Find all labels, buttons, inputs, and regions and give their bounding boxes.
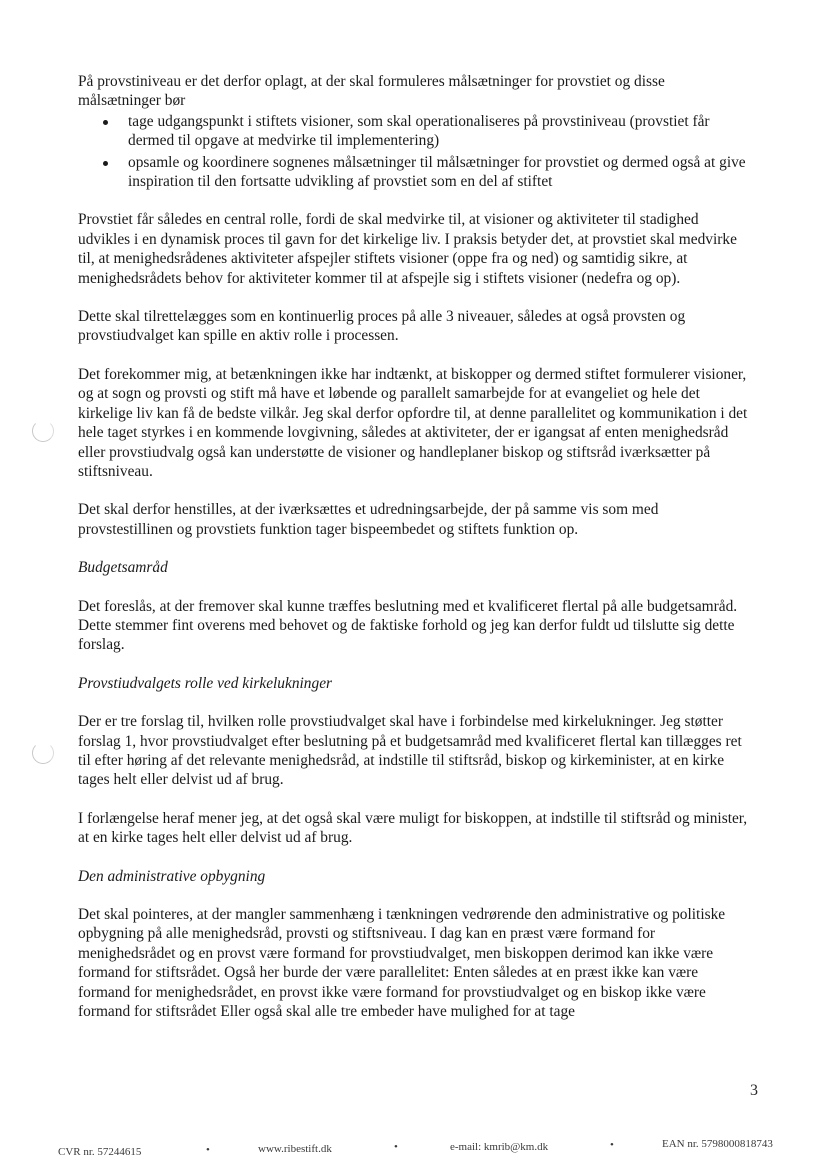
body-paragraph: Dette skal tilrettelægges som en kontinuerlig proces på alle 3 niveauer, således at også provsten og provstiudvalget kan spille en aktiv rolle i processen. — [78, 308, 686, 345]
section-heading-kirkelukninger: Provstiudvalgets rolle ved kirkelukninger — [78, 674, 333, 692]
intro-paragraph: På provstiniveau er det derfor oplagt, at der skal formuleres målsætninger for provstiet og disse målsætninger bør — [78, 73, 665, 110]
body-paragraph: Der er tre forslag til, hvilken rolle provstiudvalget skal have i forbindelse med kirkelukninger. Jeg støtter forslag 1, hvor provstiudvalget efter beslutning på et budgetsamråd med kvalificeret flertal kan tillægges ret til efter høring af det relevante menighedsråd, at indstille til stiftsråd, biskop og kirkeminister, at en kirke tages helt eller delvist ud af brug. — [78, 713, 742, 789]
page-number: 3 — [750, 1082, 758, 1099]
footer-email: e-mail: kmrib@km.dk — [450, 1141, 549, 1153]
letterhead-footer — [0, 1138, 827, 1162]
body-paragraph: I forlængelse heraf mener jeg, at det også skal være muligt for biskoppen, at indstille til stiftsråd og minister, at en kirke tages helt eller delvist ud af brug. — [78, 809, 748, 847]
footer-ean: EAN nr. 5798000818743 — [662, 1138, 773, 1150]
punch-hole-mark — [32, 420, 54, 442]
footer-separator: • — [610, 1139, 614, 1151]
footer-separator: • — [394, 1141, 398, 1153]
footer-cvr: CVR nr. 57244615 — [58, 1146, 142, 1158]
list-item: tage udgangspunkt i stiftets visioner, som skal operationaliseres på provstiniveau (provstiet får dermed til opgave at medvirke til implementering) — [128, 112, 750, 151]
body-paragraph: Det forekommer mig, at betænkningen ikke har indtænkt, at biskopper og dermed stiftet formulerer visioner, og at sogn og provsti og stift må have et løbende og parallelt samarbejde for at evangeliet og hele det kirkelige liv kan få de bedste vilkår. Jeg skal derfor opfordre til, at denne parallelitet og kommunikation i det hele taget styrkes i en kommende lovgivning, således at aktiviteter, der er igangsat af enten menighedsråd eller provstiudvalg også kan understøtte de visioner og handleplaner biskop og stiftsråd iværksætter på stiftsniveau. — [78, 365, 748, 480]
body-paragraph: Det skal derfor henstilles, at der iværksættes et udredningsarbejde, der på samme vis som med provstestillinen og provstiets funktion tager bispeembedet og stiftets funktion op. — [78, 501, 659, 538]
footer-website: www.ribestift.dk — [258, 1143, 332, 1155]
section-heading-administrative-opbygning: Den administrative opbygning — [78, 867, 266, 885]
body-paragraph: Provstiet får således en central rolle, fordi de skal medvirke til, at visioner og aktiviteter til stadighed udvikles i en dynamisk proces til gavn for det kirkelige liv. I praksis betyder det, at provstiet skal medvirke til, at menighedsrådenes aktiviteter afspejler stiftets visioner (oppe fra og ned) og samtidig sikre, at menighedsrådets behov for aktiviteter kommer til at afspejle sig i stiftets visioner (nedefra og op). — [78, 211, 737, 287]
footer-separator: • — [206, 1144, 210, 1156]
section-heading-budgetsamraad: Budgetsamråd — [78, 559, 168, 577]
punch-hole-mark — [32, 742, 54, 764]
body-paragraph: Det skal pointeres, at der mangler sammenhæng i tænkningen vedrørende den administrative og politiske opbygning på alle menighedsråd, provsti og stiftsniveau. I dag kan en præst være formand for menighedsrådet og en provst være formand for provstiudvalget, men biskoppen derimod kan ikke være formand for stiftsrådet. Også her burde der være parallelitet: Enten således at en præst ikke kan være formand for menighedsrådet, en provst ikke være formand for provstiudvalget og en biskop ikke være formand for stiftsrådet Eller også skal alle tre embeder have mulighed for at tage — [78, 906, 726, 1021]
list-item: opsamle og koordinere sognenes målsætninger til målsætninger for provstiet og dermed også at give inspiration til den fortsatte udvikling af provstiet som en del af stiftet — [128, 153, 750, 192]
goal-list — [78, 112, 750, 192]
document-page — [78, 72, 750, 1040]
body-paragraph: Det foreslås, at der fremover skal kunne træffes beslutning med et kvalificeret flertal på alle budgetsamråd. Dette stemmer fint overens med behovet og de faktiske forhold og jeg kan derfor fuldt ud tilslutte sig dette forslag. — [78, 597, 738, 654]
